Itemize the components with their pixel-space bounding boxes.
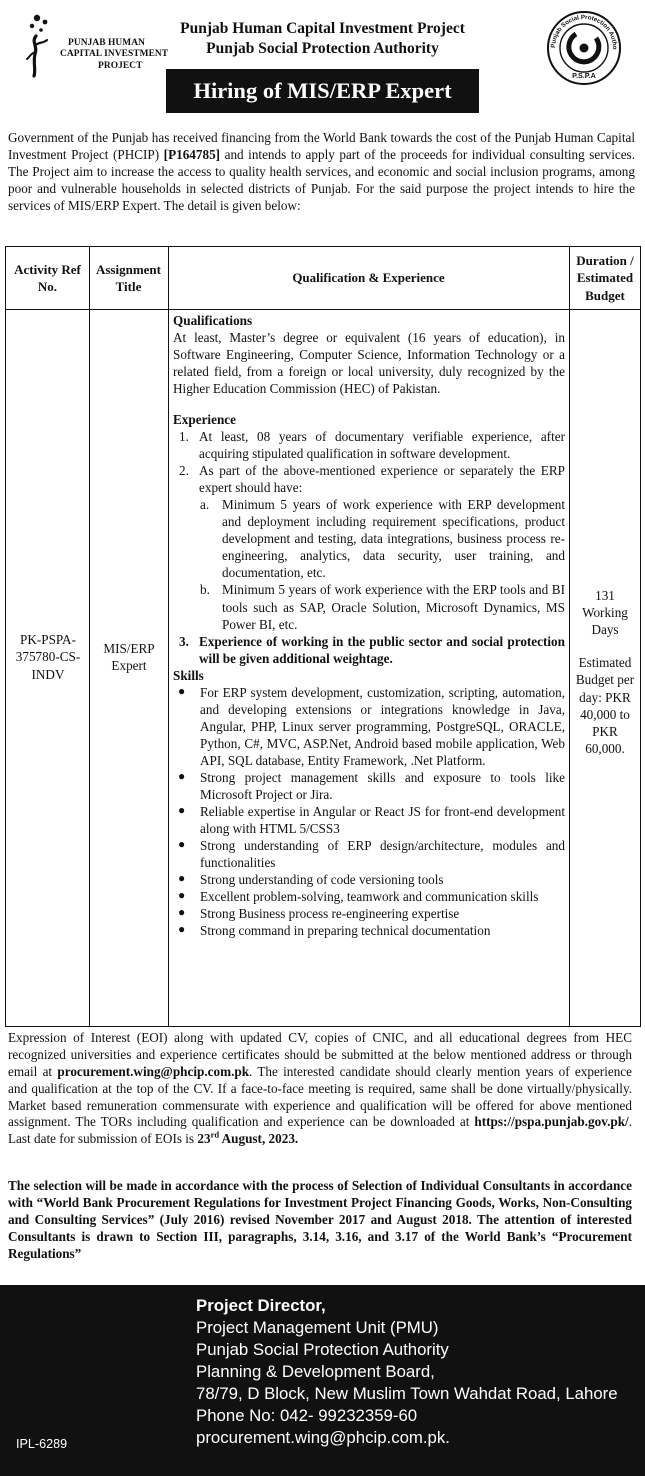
contact-line: Punjab Social Protection Authority: [196, 1340, 449, 1359]
intro-paragraph: [8, 130, 635, 214]
assignment-title-value: MIS/ERP Expert: [103, 640, 155, 673]
estimated-budget: Estimated Budget per day: PKR 40,000 to PKR 60,000.: [575, 655, 635, 757]
list-item: ● Excellent problem-solving, teamwork and communication skills: [178, 888, 539, 905]
working-days: 131 Working Days: [582, 587, 628, 638]
pspa-seal-logo: [546, 10, 622, 86]
intro-text-a: Government of the Punjab has received financing from the World Bank towards the cost of the Punjab Human Capital Investment Project (PHCIP): [8, 130, 635, 162]
header: [0, 0, 645, 122]
list-item: ● Strong understanding of ERP design/architecture, modules and functionalities: [178, 836, 565, 870]
eoi-text-3: . Last date for submission of EOIs is: [8, 1114, 632, 1147]
logo-line-1: PUNJAB HUMAN: [68, 38, 145, 48]
phcip-figure-icon: [26, 12, 56, 78]
logo-line-2: CAPITAL INVESTMENT: [60, 49, 169, 60]
contact-address: [196, 1295, 636, 1449]
contact-line: Planning & Development Board,: [196, 1362, 435, 1381]
list-item: a. Minimum 5 years of work experience with ERP development and deployment including requirement specifications, product development and testing, data integrations, business process re-engineering, analytics, data security, user training, and documentation, etc.: [200, 497, 565, 581]
list-item: ● Strong understanding of code versioning tools: [178, 871, 444, 887]
authority-title: Punjab Social Protection Authority: [206, 39, 439, 57]
contact-title: Project Director,: [196, 1296, 326, 1315]
eoi-email-link[interactable]: procurement.wing@phcip.com.pk: [57, 1063, 250, 1079]
duration-cell: [571, 572, 639, 772]
list-item: 3. Experience of working in the public sector and social protection will be given additional weightage.: [179, 633, 565, 666]
list-item: 1. At least, 08 years of documentary verifiable experience, after acquiring stipulated qualification in software development.: [179, 429, 565, 462]
phcip-logo: [24, 12, 169, 82]
eoi-paragraph: [8, 1030, 632, 1148]
eoi-download-link[interactable]: https://pspa.punjab.gov.pk/: [474, 1114, 629, 1130]
header-qualification: Qualification & Experience: [292, 270, 445, 286]
list-item: ● Strong Business process re-engineering expertise: [178, 905, 460, 922]
contact-line: Project Management Unit (PMU): [196, 1318, 439, 1337]
seal-ring-text: Punjab Social Protection Autho: [549, 13, 619, 50]
header-titles: [150, 19, 495, 59]
list-item: b. Minimum 5 years of work experience with the ERP tools and BI tools such as SAP, Oracle Solution, Microsoft Dynamics, MS Power BI, etc.: [200, 582, 565, 632]
project-ref: [P164785]: [163, 146, 221, 162]
contact-email-link[interactable]: procurement.wing@phcip.com.pk.: [196, 1428, 450, 1447]
seal-initials: P.S.P.A: [572, 71, 596, 80]
eoi-deadline: 23rd August, 2023.: [197, 1129, 299, 1147]
list-item: ● For ERP system development, customization, scripting, automation, and developing extensions or integrations knowledge in Java, Angular, PHP, Linux server programming, PostgreSQL, ORACLE, Python, C#, MVC, ASP.Net, Android based mobile application, Web API, SQL database, Entity Framework, .Net Platform.: [178, 683, 565, 768]
eoi-text-2: . The interested candidate should clearly mention years of experience and qualification at the top of the CV. If a face-to-face meeting is required, same shall be done virtually/physically. Market based remuneration commensurate with experience and qualification will be offered for above mentioned assignment. The TORs including qualification and experience can be downloaded at: [8, 1063, 633, 1130]
contact-line: 78/79, D Block, New Muslim Town Wahdat Road, Lahore: [196, 1384, 618, 1403]
activity-ref-value: PK-PSPA-375780-CS-INDV: [15, 632, 81, 682]
header-duration: Duration / Estimated Budget: [576, 253, 634, 303]
contact-phone: Phone No: 042- 99232359-60: [196, 1406, 418, 1425]
qualification-cell: [173, 312, 565, 939]
list-item: ● Strong project management skills and exposure to tools like Microsoft Project or Jira.: [178, 768, 565, 802]
logo-line-3: PROJECT: [98, 60, 143, 71]
header-assignment-title: Assignment Title: [95, 261, 161, 294]
list-item: ● Strong command in preparing technical documentation: [178, 922, 491, 939]
experience-heading: Experience: [173, 412, 236, 428]
ipl-code: IPL-6289: [16, 1437, 68, 1451]
intro-text-b: and intends to apply part of the proceeds for individual consulting services. The Project aim to increase the access to quality health services, and economic and social inclusion programs, among poor and vulnerable households in selected districts of Punjab. For the said purpose the project intends to hire the services of MIS/ERP Expert. The detail is given below:: [8, 146, 635, 213]
qualifications-heading: Qualifications: [173, 313, 253, 328]
list-item: 2. As part of the above-mentioned experience or separately the ERP expert should have:: [179, 463, 565, 496]
assignment-table: [5, 246, 641, 1027]
skills-heading: Skills: [173, 667, 204, 683]
header-activity-ref: Activity Ref No.: [14, 261, 81, 294]
qualifications-text: At least, Master’s degree or equivalent (16 years of education), in Software Engineering, Computer Science, Information Technology or a related field, from a foreign or local university, duly recognized by the Higher Education Commission (HEC) of Pakistan.: [173, 330, 565, 397]
eoi-text-1: Expression of Interest (EOI) along with updated CV, copies of CNIC, and all educational degrees from HEC recognized universities and experience certificates should be submitted at the below mentioned address or through email at: [8, 1030, 632, 1079]
selection-paragraph: The selection will be made in accordance with the process of Selection of Individual Consultants in accordance with “World Bank Procurement Regulations for Investment Project Financing Goods, Works, Non-Consulting and Consulting Services” (July 2016) revised November 2017 and August 2018. The attention of interested Consultants is drawn to Section III, paragraphs, 3.14, 3.16, and 3.17 of the World Bank’s “Procurement Regulations”: [8, 1178, 632, 1261]
project-title: Punjab Human Capital Investment Project: [180, 20, 465, 37]
footer-contact: [0, 1285, 645, 1476]
hiring-banner: Hiring of MIS/ERP Expert: [166, 69, 479, 113]
list-item: ● Reliable expertise in Angular or React JS for front-end development along with HTML 5/CSS3: [178, 802, 565, 836]
